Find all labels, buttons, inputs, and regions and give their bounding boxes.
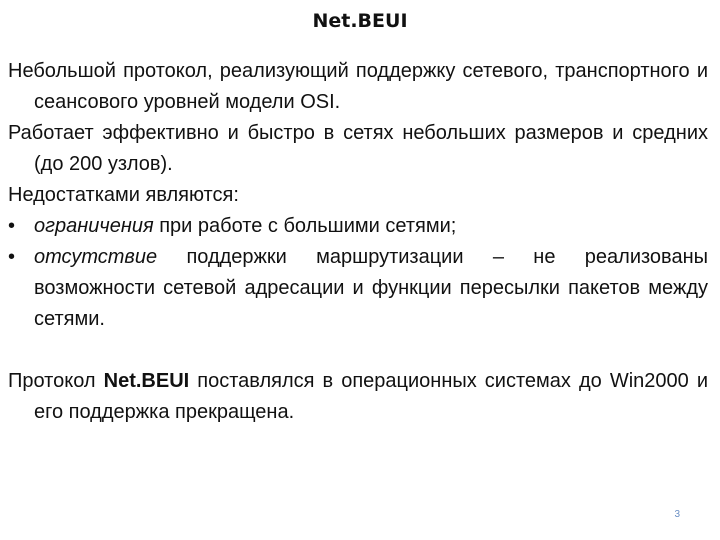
slide-body xyxy=(8,56,708,428)
paragraph-performance: Работает эффективно и быстро в сетях небольших размеров и средних (до 200 узлов). xyxy=(8,122,708,175)
paragraph-intro: Небольшой протокол, реализующий поддержку сетевого, транспортного и сеансового уровней модели OSI. xyxy=(8,60,708,113)
paragraph-closing xyxy=(8,366,708,428)
bullet-marker: • xyxy=(8,246,16,268)
closing-text-end: поставлялся в операционных системах до Win2000 и его поддержка прекращена. xyxy=(34,370,708,423)
bullet-marker: • xyxy=(8,215,16,237)
bullet-emphasis: отсутствие xyxy=(34,246,158,268)
bullet-text: при работе с большими сетями; xyxy=(153,215,457,237)
paragraph-spacer xyxy=(8,335,708,366)
bullet-text: поддержки маршрутизации – не реализованы возможности сетевой адресации и функции пересылки пакетов между сетями. xyxy=(34,246,708,330)
protocol-name: Net.BEUI xyxy=(103,370,190,392)
closing-text-start: Протокол xyxy=(8,370,104,392)
drawbacks-heading: Недостатками являются: xyxy=(8,184,239,206)
bullet-emphasis: ограничения xyxy=(34,215,154,237)
slide-title: Net.BEUI xyxy=(312,10,408,32)
bullet-item xyxy=(8,242,708,335)
page-number: 3 xyxy=(674,509,680,520)
bullet-item xyxy=(8,211,708,242)
